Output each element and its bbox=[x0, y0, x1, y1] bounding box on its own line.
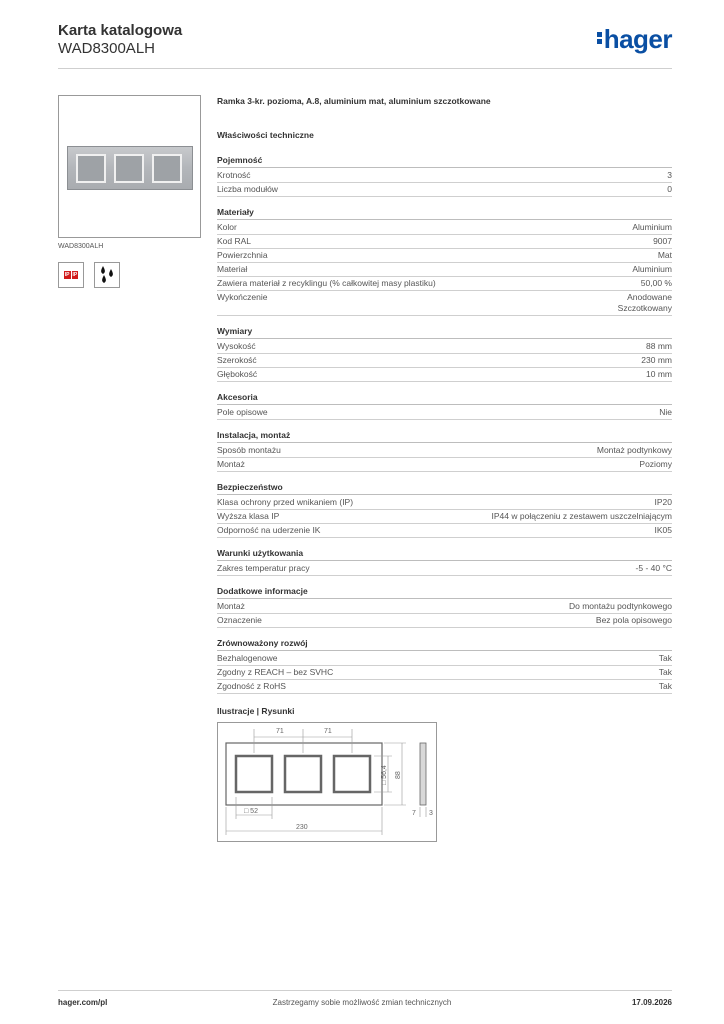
property-group-title: Wymiary bbox=[217, 325, 672, 339]
logo-dots-icon bbox=[597, 30, 603, 46]
product-code: WAD8300ALH bbox=[58, 40, 155, 57]
property-label: Powierzchnia bbox=[217, 250, 268, 260]
property-value-line: Tak bbox=[658, 681, 672, 691]
frame-window bbox=[114, 154, 144, 183]
ip-rating-badge bbox=[58, 262, 84, 288]
property-label: Wykończenie bbox=[217, 292, 268, 302]
property-value bbox=[659, 407, 672, 418]
property-group-title: Instalacja, montaż bbox=[217, 429, 672, 443]
property-value-line: 50,00 % bbox=[640, 278, 672, 288]
frame-window bbox=[152, 154, 182, 183]
property-row bbox=[217, 510, 672, 524]
property-row bbox=[217, 600, 672, 614]
main-content bbox=[217, 96, 672, 842]
property-row bbox=[217, 680, 672, 694]
property-value-line: 3 bbox=[667, 170, 672, 180]
property-value-line: Aluminium bbox=[632, 264, 672, 274]
property-group bbox=[217, 429, 672, 472]
property-label: Klasa ochrony przed wnikaniem (IP) bbox=[217, 497, 354, 507]
property-value bbox=[597, 445, 672, 456]
property-value bbox=[655, 497, 673, 508]
dim-depth-1: 7 bbox=[412, 810, 416, 817]
property-row bbox=[217, 169, 672, 183]
property-label: Montaż bbox=[217, 601, 245, 611]
property-value bbox=[569, 601, 672, 612]
property-value-line: Mat bbox=[657, 250, 672, 260]
document-title: Karta katalogowa bbox=[58, 22, 183, 39]
property-label: Montaż bbox=[217, 459, 245, 469]
property-group bbox=[217, 391, 672, 420]
dim-width: 230 bbox=[296, 824, 308, 831]
property-group-title: Bezpieczeństwo bbox=[217, 481, 672, 495]
property-value-line: IP20 bbox=[654, 497, 672, 507]
dimension-drawing bbox=[217, 722, 437, 842]
product-image-caption: WAD8300ALH bbox=[58, 243, 104, 250]
property-value bbox=[667, 170, 672, 181]
property-value-line: 0 bbox=[667, 184, 672, 194]
property-group bbox=[217, 206, 672, 316]
property-row bbox=[217, 666, 672, 680]
property-label: Głębokość bbox=[217, 369, 258, 379]
property-value-line: Montaż podtynkowy bbox=[596, 445, 672, 455]
property-label: Sposób montażu bbox=[217, 445, 281, 455]
property-label: Zgodny z REACH – bez SVHC bbox=[217, 667, 334, 677]
property-value-line: Tak bbox=[658, 667, 672, 677]
property-value bbox=[658, 250, 672, 261]
property-value bbox=[632, 264, 672, 275]
property-label: Wyższa klasa IP bbox=[217, 511, 280, 521]
property-group bbox=[217, 325, 672, 382]
property-row bbox=[217, 496, 672, 510]
property-label: Bezhalogenowe bbox=[217, 653, 278, 663]
property-row bbox=[217, 368, 672, 382]
dimension-drawing-svg bbox=[218, 723, 436, 841]
property-value bbox=[659, 667, 672, 678]
property-label: Materiał bbox=[217, 264, 248, 274]
water-drops-badge bbox=[94, 262, 120, 288]
property-value bbox=[618, 292, 672, 314]
property-value bbox=[655, 525, 673, 536]
logo-text: hager bbox=[603, 24, 672, 54]
dim-top-2: 71 bbox=[324, 728, 332, 735]
property-value-line: Anodowane bbox=[627, 292, 672, 302]
property-value-line: Bez pola opisowego bbox=[595, 615, 672, 625]
property-value-line: 88 mm bbox=[646, 341, 672, 351]
property-value bbox=[659, 681, 672, 692]
footer-date: 17.09.2026 bbox=[631, 998, 672, 1007]
property-row bbox=[217, 458, 672, 472]
property-row bbox=[217, 524, 672, 538]
property-label: Kolor bbox=[217, 222, 237, 232]
property-value bbox=[646, 369, 672, 380]
property-label: Zgodność z RoHS bbox=[217, 681, 286, 691]
dim-height: 88 bbox=[395, 771, 402, 779]
property-row bbox=[217, 614, 672, 628]
property-value-line: IP44 w połączeniu z zestawem uszczelniającym bbox=[491, 511, 672, 521]
property-group-title: Zrównoważony rozwój bbox=[217, 637, 672, 651]
frame-illustration bbox=[67, 146, 193, 190]
property-group bbox=[217, 547, 672, 576]
properties-groups bbox=[217, 154, 672, 694]
footer-notice: Zastrzegamy sobie możliwość zmian technicznych bbox=[272, 998, 452, 1007]
frame-window bbox=[76, 154, 106, 183]
property-value bbox=[632, 222, 672, 233]
property-label: Pole opisowe bbox=[217, 407, 268, 417]
property-value bbox=[641, 278, 672, 289]
property-row bbox=[217, 354, 672, 368]
property-row bbox=[217, 340, 672, 354]
property-value bbox=[641, 355, 672, 366]
property-group bbox=[217, 481, 672, 538]
property-value-line: Do montażu podtynkowego bbox=[568, 601, 672, 611]
dim-inner-height: □ 56,4 bbox=[381, 765, 388, 785]
property-row bbox=[217, 221, 672, 235]
property-row bbox=[217, 406, 672, 420]
footer-website-link[interactable]: hager.com/pl bbox=[58, 998, 108, 1007]
property-value-line: Aluminium bbox=[632, 222, 672, 232]
property-row bbox=[217, 183, 672, 197]
property-value bbox=[667, 184, 672, 195]
property-value-line: 230 mm bbox=[641, 355, 672, 365]
dim-depth-2: 3 bbox=[429, 810, 433, 817]
footer-divider bbox=[58, 990, 672, 991]
property-value-line: Tak bbox=[658, 653, 672, 663]
property-label: Krotność bbox=[217, 170, 251, 180]
property-label: Wysokość bbox=[217, 341, 256, 351]
property-group-title: Materiały bbox=[217, 206, 672, 220]
property-group-title: Pojemność bbox=[217, 154, 672, 168]
property-label: Odporność na uderzenie IK bbox=[217, 525, 321, 535]
property-value bbox=[646, 341, 672, 352]
property-label: Zawiera materiał z recyklingu (% całkowitej masy plastiku) bbox=[217, 278, 436, 288]
property-value bbox=[653, 236, 672, 247]
header-divider bbox=[58, 68, 672, 69]
product-image bbox=[58, 95, 201, 238]
illustrations-title: Ilustracje | Rysunki bbox=[217, 706, 295, 716]
property-value bbox=[492, 511, 672, 522]
property-value bbox=[636, 563, 672, 574]
property-group-title: Dodatkowe informacje bbox=[217, 585, 672, 599]
ip-rating-icon: IP IP bbox=[64, 272, 78, 278]
tech-properties-title: Właściwości techniczne bbox=[217, 130, 314, 140]
property-label: Szerokość bbox=[217, 355, 257, 365]
property-group bbox=[217, 585, 672, 628]
property-value-line: 9007 bbox=[653, 236, 672, 246]
property-value-line: Poziomy bbox=[639, 459, 672, 469]
property-label: Zakres temperatur pracy bbox=[217, 563, 310, 573]
property-group bbox=[217, 154, 672, 197]
property-group bbox=[217, 637, 672, 694]
property-row bbox=[217, 444, 672, 458]
property-label: Oznaczenie bbox=[217, 615, 262, 625]
product-description: Ramka 3-kr. pozioma, A.8, aluminium mat, aluminium szczotkowane bbox=[217, 96, 491, 106]
property-row bbox=[217, 291, 672, 316]
property-row bbox=[217, 652, 672, 666]
property-group-title: Warunki użytkowania bbox=[217, 547, 672, 561]
property-row bbox=[217, 263, 672, 277]
property-value-line: Nie bbox=[659, 407, 672, 417]
property-value bbox=[659, 653, 672, 664]
property-label: Kod RAL bbox=[217, 236, 252, 246]
property-row bbox=[217, 235, 672, 249]
property-row bbox=[217, 562, 672, 576]
property-label: Liczba modułów bbox=[217, 184, 278, 194]
property-value-line: IK05 bbox=[654, 525, 672, 535]
dim-top-1: 71 bbox=[276, 728, 284, 735]
property-value-line: 10 mm bbox=[646, 369, 672, 379]
property-value bbox=[596, 615, 672, 626]
hager-logo bbox=[597, 24, 672, 55]
property-value bbox=[639, 459, 672, 470]
property-group-title: Akcesoria bbox=[217, 391, 672, 405]
property-row bbox=[217, 277, 672, 291]
page-header bbox=[58, 22, 672, 70]
water-drops-icon bbox=[96, 264, 118, 286]
dim-window: □ 52 bbox=[244, 808, 258, 815]
property-value-line: -5 - 40 °C bbox=[635, 563, 672, 573]
property-value-line: Szczotkowany bbox=[617, 303, 672, 313]
property-row bbox=[217, 249, 672, 263]
